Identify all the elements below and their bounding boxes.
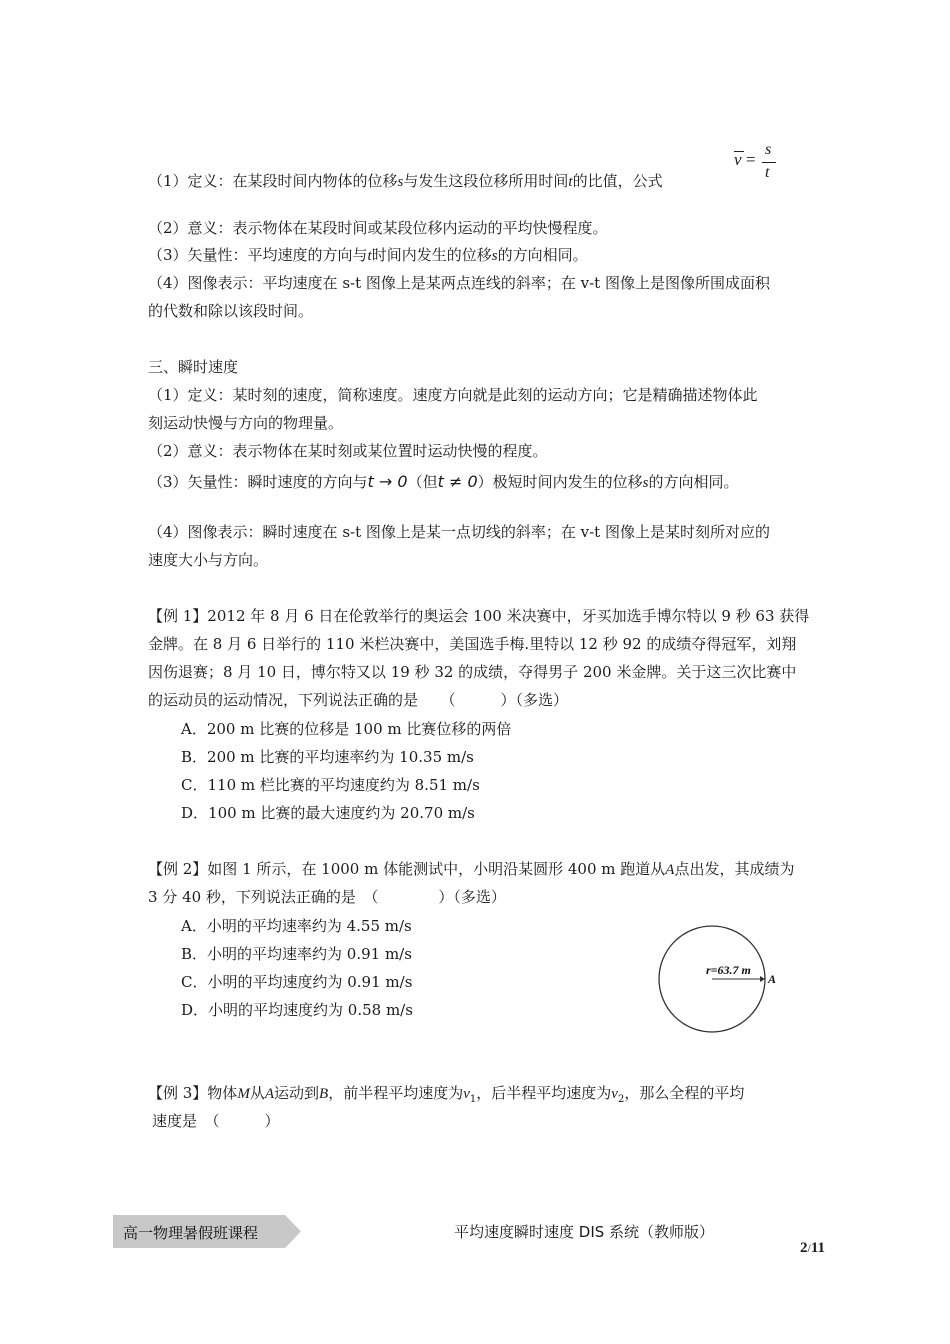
meaning-line: （2）意义：表示物体在某段时间或某段位移内运动的平均快慢程度。 bbox=[148, 219, 608, 237]
math-t-not-zero: t ≠ 0 bbox=[437, 472, 478, 491]
option-b: B．小明的平均速率约为 0.91 m/s bbox=[181, 945, 412, 963]
var-t: t bbox=[568, 174, 573, 190]
circular-track-figure bbox=[656, 924, 786, 1036]
denominator: t bbox=[765, 164, 770, 181]
example-1-line-2: 金牌。在 8 月 6 日举行的 110 米栏决赛中，美国选手梅.里特以 12 秒 92 的成绩夺得冠军，刘翔 bbox=[148, 635, 797, 653]
option-b: B．200 m 比赛的平均速率约为 10.35 m/s bbox=[181, 748, 474, 766]
example-3-line-1: 【例 3】物体M从A运动到B，前半程平均速度为$v_1$，后半程平均速度为$v_2$，那么全程的平均 bbox=[148, 1084, 745, 1105]
meaning-line: （2）意义：表示物体在某时刻或某位置时运动快慢的程度。 bbox=[148, 442, 548, 460]
definition-line-1: （1）定义：某时刻的速度，简称速度。速度方向就是此刻的运动方向；它是精确描述物体此 bbox=[148, 386, 758, 404]
option-d: D．小明的平均速度约为 0.58 m/s bbox=[181, 1001, 413, 1019]
var-s: s bbox=[397, 174, 404, 190]
example-1-line-1: 【例 1】2012 年 8 月 6 日在伦敦举行的奥运会 100 米决赛中，牙买加选手博尔特以 9 秒 63 获得 bbox=[148, 607, 810, 625]
math-t-to-zero: t → 0 bbox=[367, 472, 408, 491]
course-tab bbox=[113, 1215, 301, 1248]
equals-sign: = bbox=[746, 150, 756, 169]
text: 与发生这段位移所用时间 bbox=[403, 172, 569, 190]
vector-line: （3）矢量性：瞬时速度的方向与t → 0（但t ≠ 0）极短时间内发生的位移s的方向相同。 bbox=[148, 472, 739, 491]
course-name: 高一物理暑假班课程 bbox=[123, 1224, 259, 1242]
graph-line-1: （4）图像表示：瞬时速度在 s-t 图像上是某一点切线的斜率；在 v-t 图像上是某时刻所对应的 bbox=[148, 523, 770, 541]
option-a: A．小明的平均速率约为 4.55 m/s bbox=[181, 917, 412, 935]
option-d: D．100 m 比赛的最大速度约为 20.70 m/s bbox=[181, 804, 475, 822]
document-title: 平均速度瞬时速度 DIS 系统（教师版） bbox=[454, 1223, 715, 1241]
fraction-bar bbox=[762, 162, 776, 163]
text: （1）定义：在某段时间内物体的位移 bbox=[148, 172, 398, 190]
page-total: 11 bbox=[810, 1240, 826, 1256]
average-velocity-formula bbox=[732, 142, 780, 186]
example-1-line-4: 的运动员的运动情况，下列说法正确的是 （ ）（多选） bbox=[148, 691, 569, 709]
radius-arrow bbox=[760, 976, 765, 982]
v-bar: v bbox=[734, 150, 742, 170]
example-1-line-3: 因伤退赛；8 月 10 日，博尔特又以 19 秒 32 的成绩，夺得男子 200 米金牌。关于这三次比赛中 bbox=[148, 663, 797, 681]
point-a-label: A bbox=[768, 972, 777, 986]
graph-line-1: （4）图像表示：平均速度在 s-t 图像上是某两点连线的斜率；在 v-t 图像上是图像所围成面积 bbox=[148, 274, 770, 292]
graph-line-2: 速度大小与方向。 bbox=[148, 551, 269, 569]
option-c: C．110 m 栏比赛的平均速度约为 8.51 m/s bbox=[181, 776, 480, 794]
definition-line bbox=[148, 171, 663, 192]
page-number: 2/11 bbox=[800, 1240, 826, 1256]
example-2-line-2: 3 分 40 秒，下列说法正确的是 （ ）（多选） bbox=[148, 888, 506, 906]
section-heading: 三、瞬时速度 bbox=[148, 358, 239, 376]
vector-line: （3）矢量性：平均速度的方向与t时间内发生的位移s的方向相同。 bbox=[148, 246, 588, 264]
example-3-line-2: 速度是 （ ） bbox=[152, 1112, 280, 1130]
text: 的比值，公式 bbox=[572, 172, 663, 190]
option-c: C．小明的平均速度约为 0.91 m/s bbox=[181, 973, 413, 991]
numerator: s bbox=[765, 141, 772, 158]
radius-label: r=63.7 m bbox=[706, 963, 751, 977]
example-2-line-1: 【例 2】如图 1 所示，在 1000 m 体能测试中，小明沿某圆形 400 m 跑道从A点出发，其成绩为 bbox=[148, 860, 795, 878]
definition-line-2: 刻运动快慢与方向的物理量。 bbox=[148, 414, 344, 432]
page-current: 2 bbox=[800, 1240, 808, 1256]
graph-line-2: 的代数和除以该段时间。 bbox=[148, 302, 314, 320]
option-a: A．200 m 比赛的位移是 100 m 比赛位移的两倍 bbox=[181, 720, 512, 738]
